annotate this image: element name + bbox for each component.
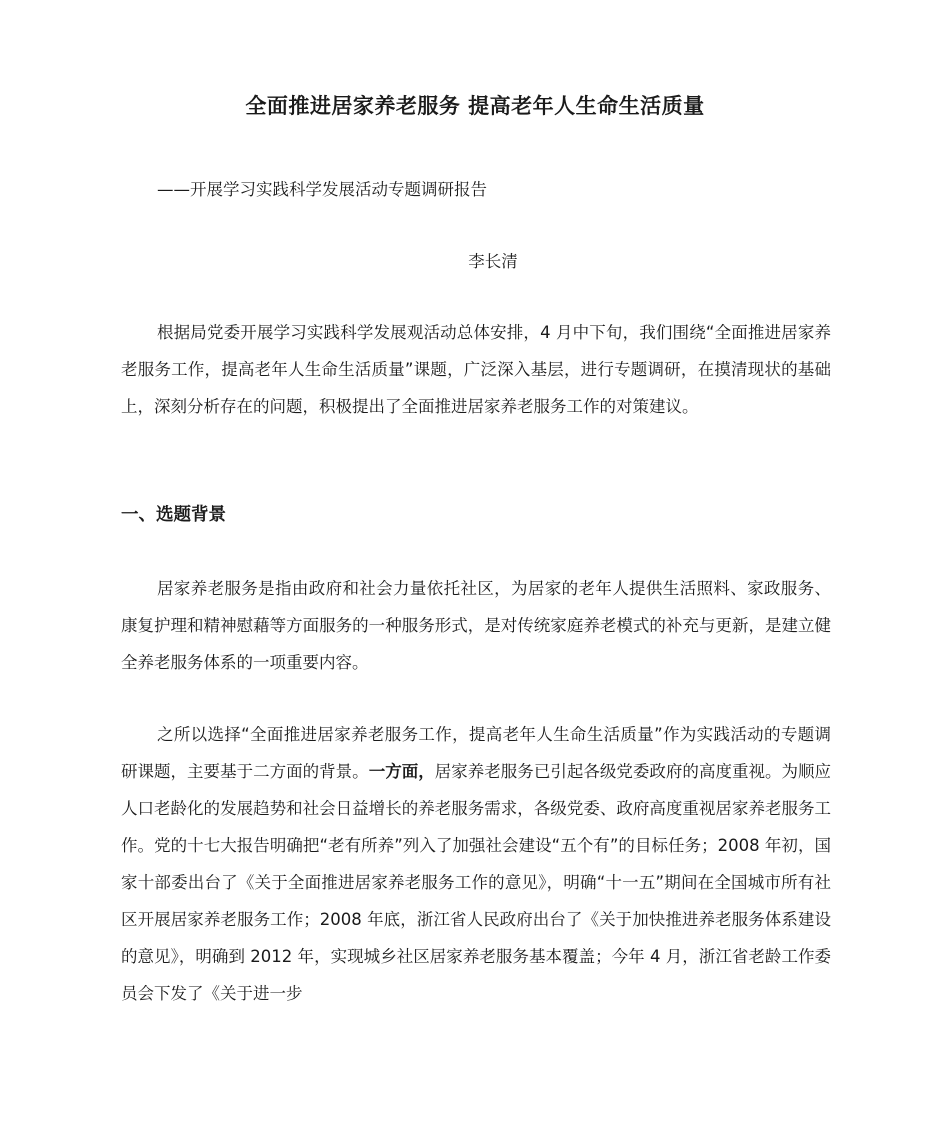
paragraph-emphasis: 一方面，	[368, 762, 435, 781]
paragraph-lead-text: 之所以选择“全面推进居家养老服务工作，提高老年人生命生活质量”作为实践活动的专题调研课题，主要基于二方面的背景。	[121, 725, 831, 781]
document-author: 李长清	[468, 252, 518, 271]
section-heading: 一、选题背景	[121, 505, 226, 525]
intro-paragraph: 根据局党委开展学习实践科学发展观活动总体安排，4 月中下旬，我们围绕“全面推进居家养老服务工作，提高老年人生命生活质量”课题，广泛深入基层，进行专题调研，在摸清现状的基础上，深刻分析存在的问题，积极提出了全面推进居家养老服务工作的对策建议。	[121, 323, 831, 416]
section-paragraph-2	[121, 716, 831, 1012]
section-paragraph-1: 居家养老服务是指由政府和社会力量依托社区，为居家的老年人提供生活照料、家政服务、康复护理和精神慰藉等方面服务的一种服务形式，是对传统家庭养老模式的补充与更新，是建立健全养老服务体系的一项重要内容。	[121, 579, 831, 672]
document-title: 全面推进居家养老服务 提高老年人生命生活质量	[245, 94, 705, 118]
document-subtitle: ——开展学习实践科学发展活动专题调研报告	[157, 180, 487, 199]
paragraph-body-text: 居家养老服务已引起各级党委政府的高度重视。为顺应人口老龄化的发展趋势和社会日益增长的养老服务需求，各级党委、政府高度重视居家养老服务工作。党的十七大报告明确把“老有所养”列入了加强社会建设“五个有”的目标任务；2008 年初，国家十部委出台了《关于全面推进居家养老服务工作的意见》，明确“十一五”期间在全国城市所有社区开展居家养老服务工作；2008 年底，浙江省人民政府出台了《关于加快推进养老服务体系建设的意见》，明确到 2012 年，实现城乡社区居家养老服务基本覆盖；今年 4 月，浙江省老龄工作委员会下发了《关于进一步	[121, 762, 832, 1003]
